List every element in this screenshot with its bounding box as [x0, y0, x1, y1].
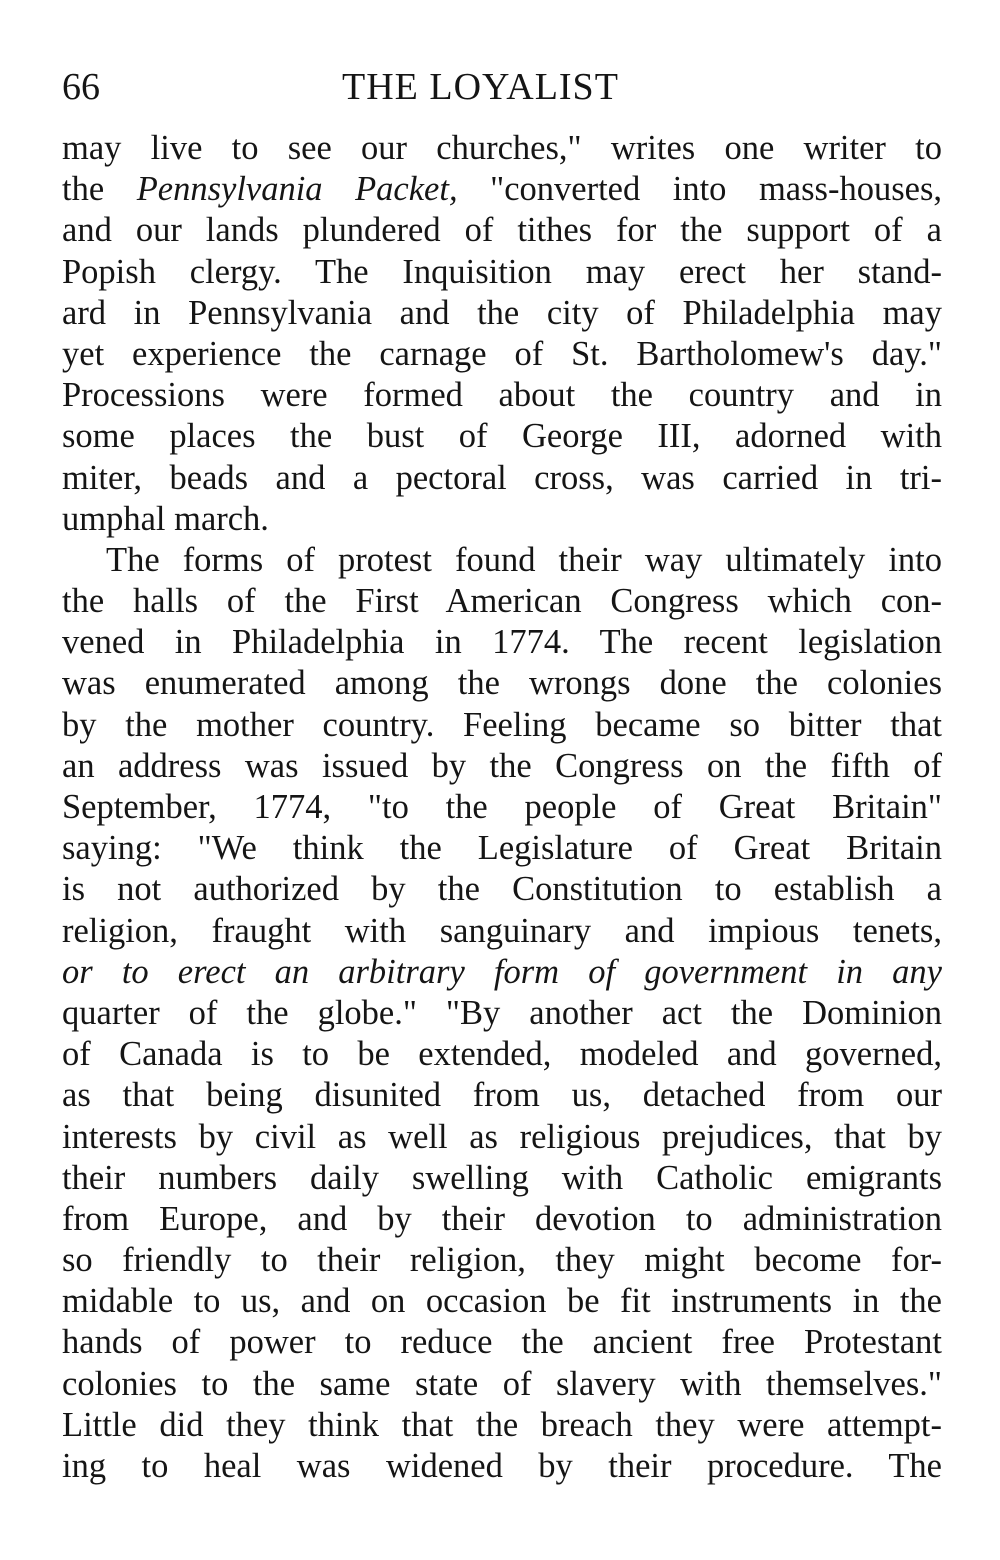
- text-line: was enumerated among the wrongs done the colonies: [62, 664, 942, 703]
- text-line: umphal march.: [62, 499, 269, 538]
- text-line: midable to us, and on occasion be fit instruments in the: [62, 1282, 942, 1321]
- text-line: of Canada is to be extended, modeled and governed,: [62, 1035, 942, 1074]
- text-line: is not authorized by the Constitution to establish a: [62, 870, 942, 909]
- paragraph-2: [62, 540, 942, 1487]
- text-segment: "converted into mass-houses,: [457, 170, 942, 209]
- text-line: from Europe, and by their devotion to administration: [62, 1199, 942, 1238]
- text-line: Popish clergy. The Inquisition may erect her stand-: [62, 252, 942, 291]
- text-line: an address was issued by the Congress on the fifth of: [62, 746, 942, 785]
- text-line: interests by civil as well as religious prejudices, that by: [62, 1117, 942, 1156]
- text-line: some places the bust of George III, adorned with: [62, 417, 942, 456]
- text-line: their numbers daily swelling with Catholic emigrants: [62, 1158, 942, 1197]
- text-line: colonies to the same state of slavery with themselves.": [62, 1364, 942, 1403]
- running-head: [62, 62, 942, 112]
- text-line: and our lands plundered of tithes for the support of a: [62, 211, 942, 250]
- text-line: the halls of the First American Congress which con-: [62, 582, 942, 621]
- text-line: so friendly to their religion, they might become for-: [62, 1241, 942, 1280]
- text-line: hands of power to reduce the ancient free Protestant: [62, 1323, 942, 1362]
- running-title: THE LOYALIST: [342, 66, 619, 108]
- text-line: ing to heal was widened by their procedure. The: [62, 1447, 942, 1485]
- text-line: ard in Pennsylvania and the city of Philadelphia may: [62, 293, 942, 332]
- newspaper-title: Pennsylvania Packet,: [136, 170, 458, 209]
- text-line: September, 1774, "to the people of Great Britain": [62, 788, 942, 826]
- text-line: quarter of the globe." "By another act the Dominion: [62, 993, 942, 1032]
- text-line: [62, 169, 942, 210]
- text-line: Little did they think that the breach they were attempt-: [62, 1405, 942, 1444]
- text-line: vened in Philadelphia in 1774. The recent legislation: [62, 623, 942, 662]
- text-line: The forms of protest found their way ultimately into: [106, 540, 942, 579]
- text-line: saying: "We think the Legislature of Great Britain: [62, 829, 942, 868]
- text-line: as that being disunited from us, detached from our: [62, 1076, 942, 1115]
- text-line: yet experience the carnage of St. Bartholomew's day.": [62, 334, 942, 373]
- paragraph-1: [62, 128, 942, 540]
- text-line: Processions were formed about the country and in: [62, 376, 942, 415]
- page-number: 66: [62, 66, 100, 108]
- body-text: [62, 128, 942, 1487]
- text-segment: the: [62, 170, 137, 209]
- text-line: or to erect an arbitrary form of government in any: [62, 952, 942, 991]
- text-line: religion, fraught with sanguinary and impious tenets,: [62, 911, 942, 950]
- text-line: may live to see our churches," writes one writer to: [62, 129, 942, 167]
- text-line: miter, beads and a pectoral cross, was carried in tri-: [62, 458, 942, 497]
- text-line: by the mother country. Feeling became so bitter that: [62, 705, 942, 744]
